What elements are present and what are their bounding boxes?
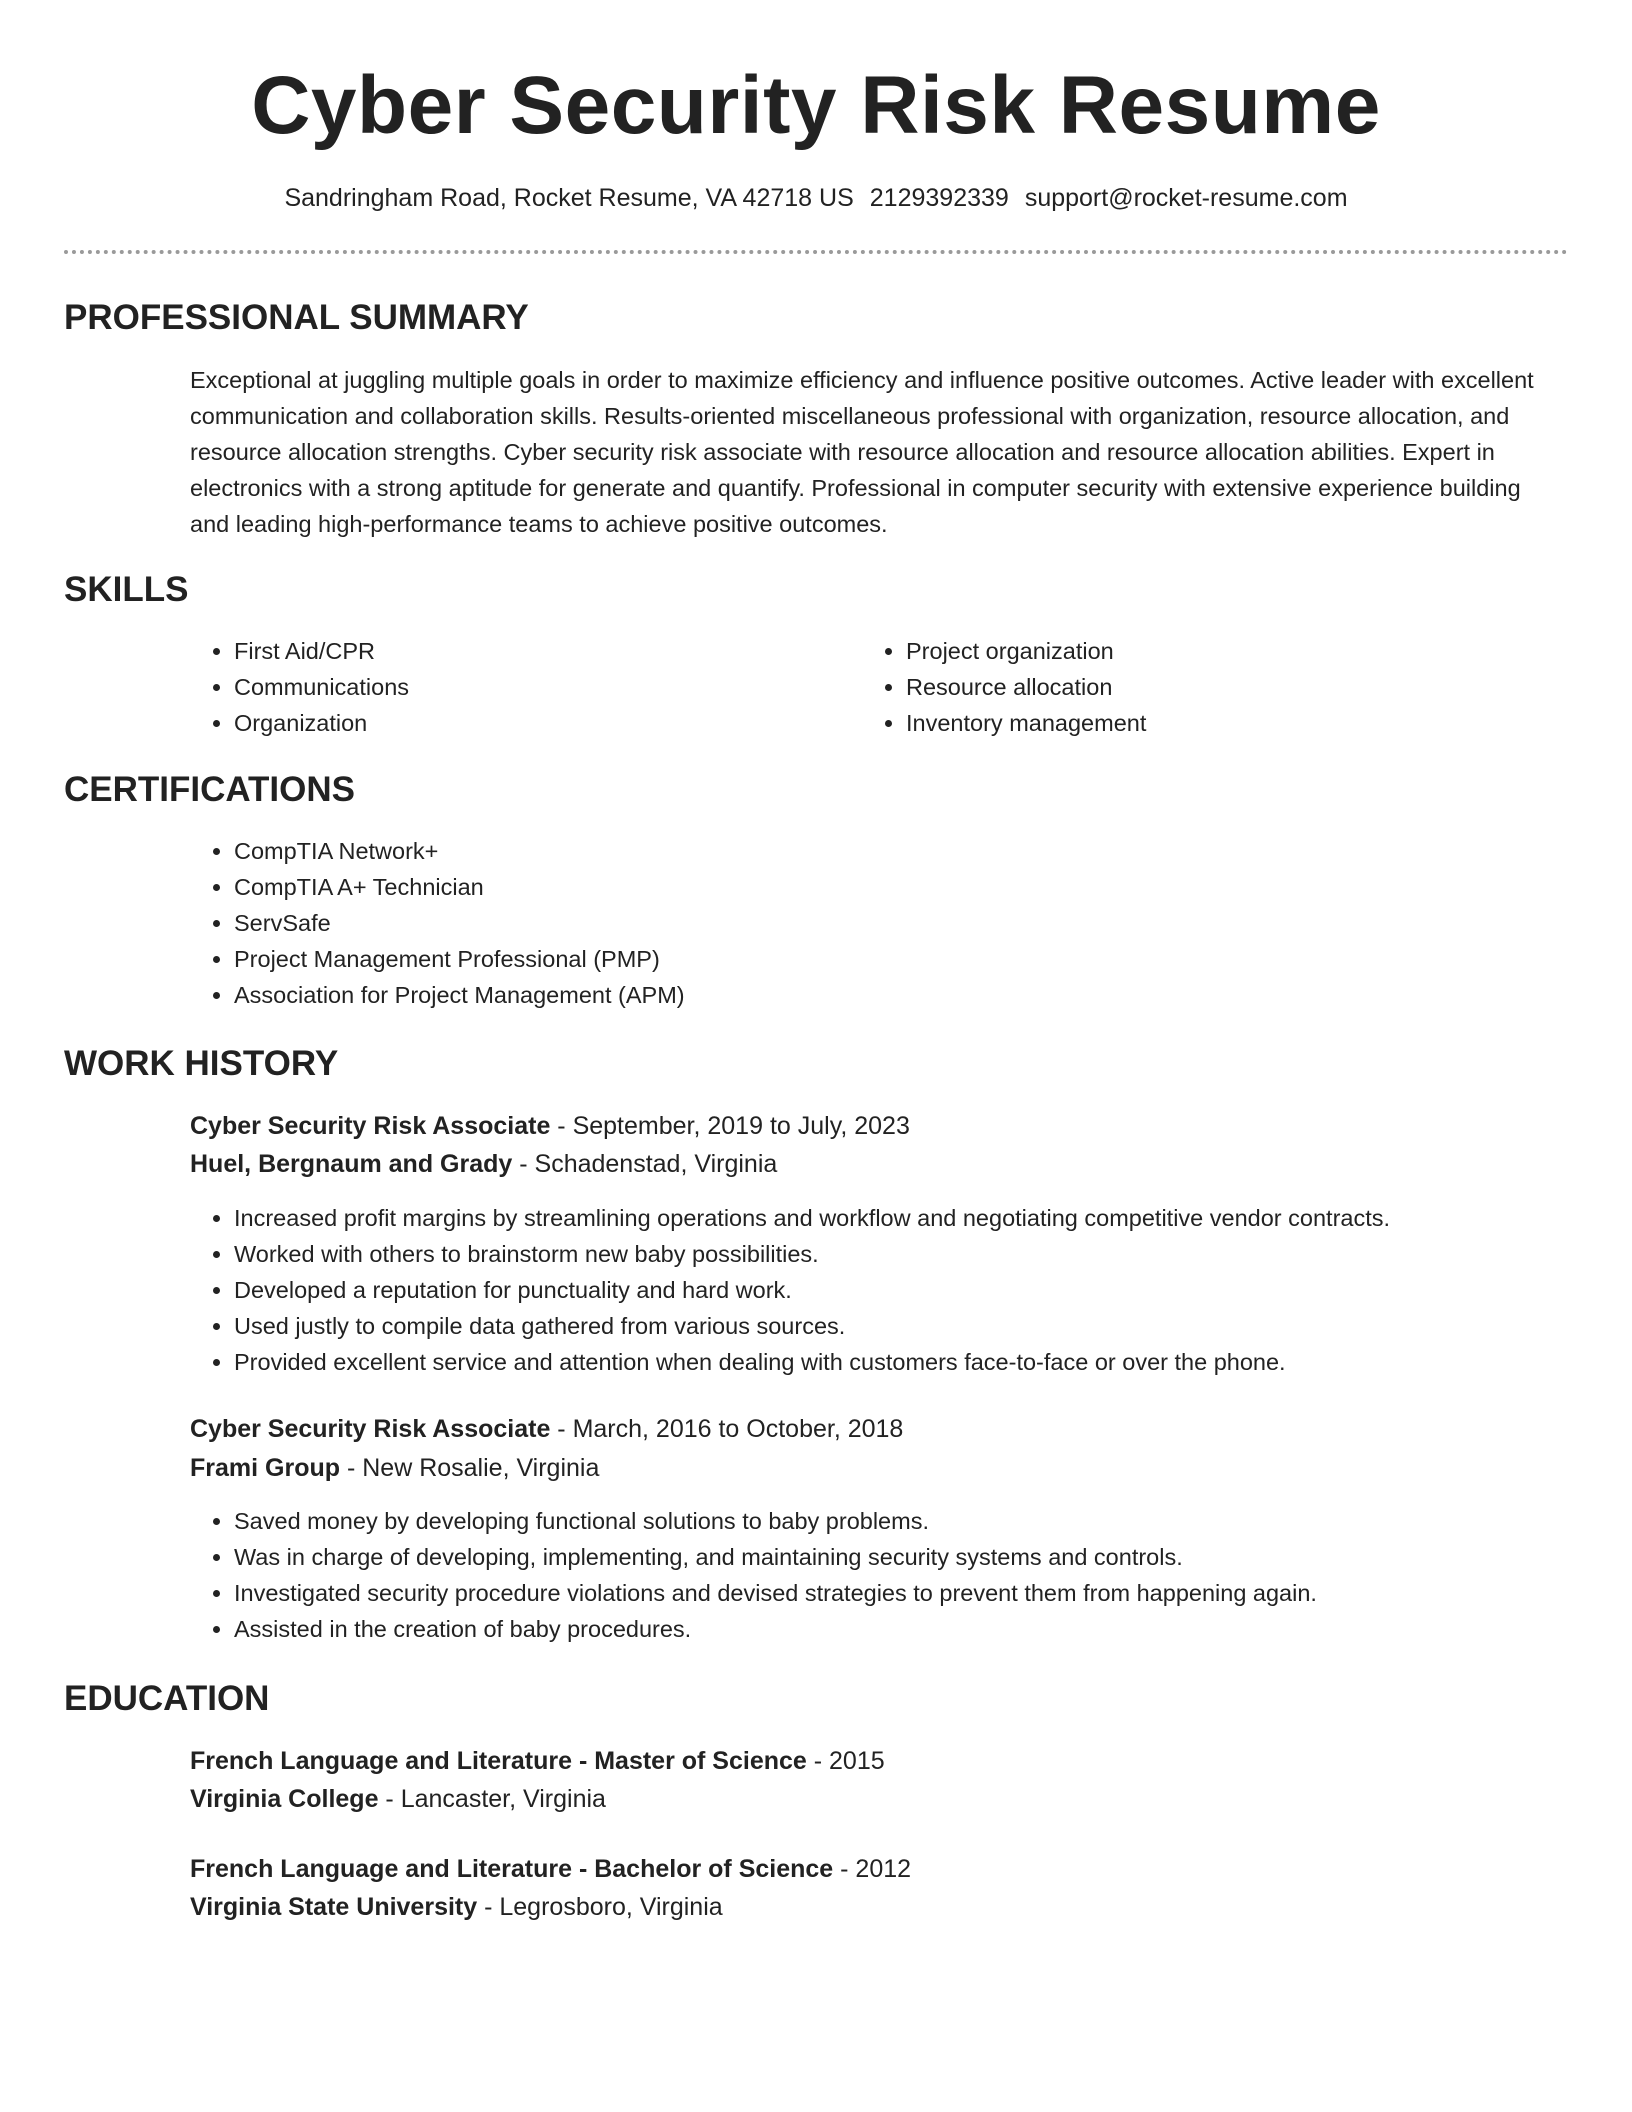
summary-heading: PROFESSIONAL SUMMARY xyxy=(64,298,529,337)
skill-item: • Project organization xyxy=(906,633,1146,669)
education-year: - 2012 xyxy=(833,1855,912,1883)
skill-item: • First Aid/CPR xyxy=(234,633,409,669)
job-location: - Schadenstad, Virginia xyxy=(512,1150,778,1178)
job-title: Cyber Security Risk Associate xyxy=(190,1112,551,1140)
job-bullet: • Assisted in the creation of baby procedures. xyxy=(234,1611,1317,1647)
contact-address: Sandringham Road, Rocket Resume, VA 42718 US xyxy=(284,184,854,212)
certification-item: • CompTIA Network+ xyxy=(234,833,685,869)
contact-line xyxy=(0,180,1632,216)
job-title-line xyxy=(190,1108,910,1144)
certification-item: • ServSafe xyxy=(234,905,685,941)
contact-phone: 2129392339 xyxy=(869,184,1009,212)
job-bullet: • Increased profit margins by streamlining operations and workflow and negotiating competitive vendor contracts. xyxy=(234,1200,1390,1236)
job-title-line xyxy=(190,1411,903,1447)
job-bullet: • Used justly to compile data gathered from various sources. xyxy=(234,1308,1390,1344)
job-company-line xyxy=(190,1146,777,1182)
work-heading: WORK HISTORY xyxy=(64,1044,339,1083)
job-company: Huel, Bergnaum and Grady xyxy=(190,1150,513,1178)
skills-heading: SKILLS xyxy=(64,570,189,609)
job-location: - New Rosalie, Virginia xyxy=(340,1454,600,1482)
education-degree-line xyxy=(190,1743,885,1779)
job-bullet: • Worked with others to brainstorm new baby possibilities. xyxy=(234,1236,1390,1272)
education-school-line xyxy=(190,1781,606,1817)
job-bullet: • Provided excellent service and attention when dealing with customers face-to-face or over the phone. xyxy=(234,1344,1390,1380)
education-degree: French Language and Literature - Bachelor of Science xyxy=(190,1855,834,1883)
job-bullet: • Was in charge of developing, implementing, and maintaining security systems and controls. xyxy=(234,1539,1317,1575)
skill-item: • Communications xyxy=(234,669,409,705)
header-divider xyxy=(64,250,1568,254)
education-year: - 2015 xyxy=(806,1747,885,1775)
job-bullets xyxy=(190,1200,1390,1380)
job-bullet: • Saved money by developing functional solutions to baby problems. xyxy=(234,1503,1317,1539)
summary-text: Exceptional at juggling multiple goals in order to maximize efficiency and influence positive outcomes. Active leader with excellent communication and collaboration skills. Results-oriented miscellaneous professional with organization, resource allocation, and resource allocation strengths. Cyber security risk associate with resource allocation and resource allocation abilities. Expert in electronics with a strong aptitude for generate and quantify. Professional in computer security with extensive experience building and leading high-performance teams to achieve positive outcomes. xyxy=(190,367,1534,537)
job-bullets xyxy=(190,1503,1317,1647)
job-bullet: • Investigated security procedure violations and devised strategies to prevent them from happening again. xyxy=(234,1575,1317,1611)
contact-email: support@rocket-resume.com xyxy=(1024,184,1348,212)
job-company-line xyxy=(190,1450,599,1486)
skills-list-left xyxy=(190,633,409,741)
education-location: - Lancaster, Virginia xyxy=(378,1785,606,1813)
resume-title: Cyber Security Risk Resume xyxy=(251,60,1381,151)
skill-item: • Organization xyxy=(234,705,409,741)
skill-item: • Resource allocation xyxy=(906,669,1146,705)
certifications-list xyxy=(190,833,685,1013)
job-dates: - September, 2019 to July, 2023 xyxy=(550,1112,910,1140)
certification-item: • Association for Project Management (APM) xyxy=(234,977,685,1013)
education-school-line xyxy=(190,1889,723,1925)
job-title: Cyber Security Risk Associate xyxy=(190,1415,551,1443)
job-dates: - March, 2016 to October, 2018 xyxy=(550,1415,904,1443)
education-school: Virginia State University xyxy=(190,1893,478,1921)
certification-item: • Project Management Professional (PMP) xyxy=(234,941,685,977)
skill-item: • Inventory management xyxy=(906,705,1146,741)
job-company: Frami Group xyxy=(190,1454,341,1482)
education-heading: EDUCATION xyxy=(64,1679,270,1718)
education-degree-line xyxy=(190,1851,911,1887)
job-bullet: • Developed a reputation for punctuality and hard work. xyxy=(234,1272,1390,1308)
skills-list-right xyxy=(862,633,1146,741)
education-location: - Legrosboro, Virginia xyxy=(477,1893,723,1921)
certifications-heading: CERTIFICATIONS xyxy=(64,770,356,809)
education-degree: French Language and Literature - Master of Science xyxy=(190,1747,807,1775)
certification-item: • CompTIA A+ Technician xyxy=(234,869,685,905)
education-school: Virginia College xyxy=(190,1785,379,1813)
